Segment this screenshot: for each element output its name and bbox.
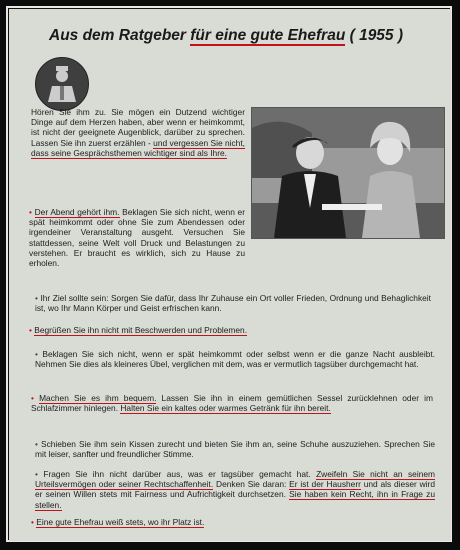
paragraph-8-text-a: Fragen Sie ihn nicht darüber aus, was er tagsüber gemacht hat. <box>43 469 317 479</box>
paragraph-8 <box>35 469 435 510</box>
paragraph-6-text: Lassen Sie ihn in einem gemütlichen Sessel zurücklehnen oder im Schlafzimmer hinlegen. <box>31 393 433 414</box>
paragraph-4 <box>29 325 429 335</box>
paragraph-6 <box>31 393 433 413</box>
paragraph-7-text: • Schieben Sie ihm sein Kissen zurecht und bieten Sie ihm an, seine Schuhe auszuziehen. Sprechen Sie mit leiser, sanfter und freundlicher Stimme. <box>35 439 435 459</box>
vintage-couple-photo <box>251 107 445 239</box>
page-title <box>49 27 449 45</box>
paragraph-8-underlined-a: Zweifeln Sie nicht an seinem Urteilsvermögen oder seiner Rechtschaffenheit. <box>35 469 435 490</box>
paragraph-1-text: Hören Sie ihm zu. Sie mögen ein Dutzend wichtiger Dinge auf dem Herzen haben, aber wenn er heimkommt, ist nicht der geeignete Augenblick, darüber zu sprechen. Lassen Sie ihn zuerst erzählen - <box>31 107 245 148</box>
paragraph-1 <box>31 107 245 158</box>
paragraph-6-underlined-a: Machen Sie es ihm bequem. <box>39 393 157 403</box>
paragraph-5 <box>35 349 435 369</box>
paragraph-4-underlined: Begrüßen Sie ihn nicht mit Beschwerden und Problemen. <box>34 325 248 335</box>
title-part-3: ( 1955 ) <box>345 27 404 44</box>
paragraph-7 <box>35 439 435 459</box>
paragraph-3 <box>35 293 431 313</box>
paragraph-9 <box>31 517 431 527</box>
paragraph-8-text-c: und als dieser wird er seinen Willen stets mit Fairness und Aufrichtigkeit durchsetzen. <box>35 479 435 500</box>
paragraph-8-underlined-b: Er ist der Hausherr <box>289 479 361 490</box>
paragraph-6-underlined-b: Halten Sie ein kaltes oder warmes Getränk für ihn bereit. <box>120 403 331 414</box>
paragraph-8-text-b: Denken Sie daran: <box>213 479 290 490</box>
paragraph-2-underlined: Der Abend gehört ihm. <box>34 207 120 217</box>
soldier-watermark-logo <box>35 57 89 111</box>
paragraph-9-underlined: Eine gute Ehefrau weiß stets, wo ihr Platz ist. <box>36 517 205 527</box>
title-part-1: Aus dem Ratgeber <box>49 27 191 44</box>
paragraph-5-text: • Beklagen Sie sich nicht, wenn er spät heimkommt oder selbst wenn er die ganze Nacht ausbleibt. Nehmen Sie dies als kleineres Übel, verglichen mit dem, was er vermutlich tagsüber durchgemacht hat. <box>35 349 435 369</box>
paragraph-1-underlined: und vergessen Sie nicht, dass seine Gesprächsthemen wichtiger sind als Ihre. <box>31 137 245 158</box>
document-page <box>9 9 451 541</box>
title-part-2: für eine gute Ehefrau <box>190 27 346 44</box>
paragraph-8-underlined-c: Sie haben kein Recht, ihn in Frage zu stellen. <box>35 489 435 510</box>
paragraph-2-top <box>29 207 245 268</box>
paragraph-3-text: • Ihr Ziel sollte sein: Sorgen Sie dafür, dass Ihr Zuhause ein Ort voller Frieden, Ordnung und Behaglichkeit ist, wo Ihr Mann Körper und Geist erfrischen kann. <box>35 293 431 313</box>
paragraph-2-text: Beklagen Sie sich nicht, wenn er spät heimkommt oder ohne Sie zum Abendessen oder irgendeiner Veranstaltung ausgeht. Versuchen Sie stattdessen, seine Welt voll Druck und Belastungen zu verstehen. Er braucht es wirklich, sich zu Hause zu erholen. <box>29 207 245 269</box>
